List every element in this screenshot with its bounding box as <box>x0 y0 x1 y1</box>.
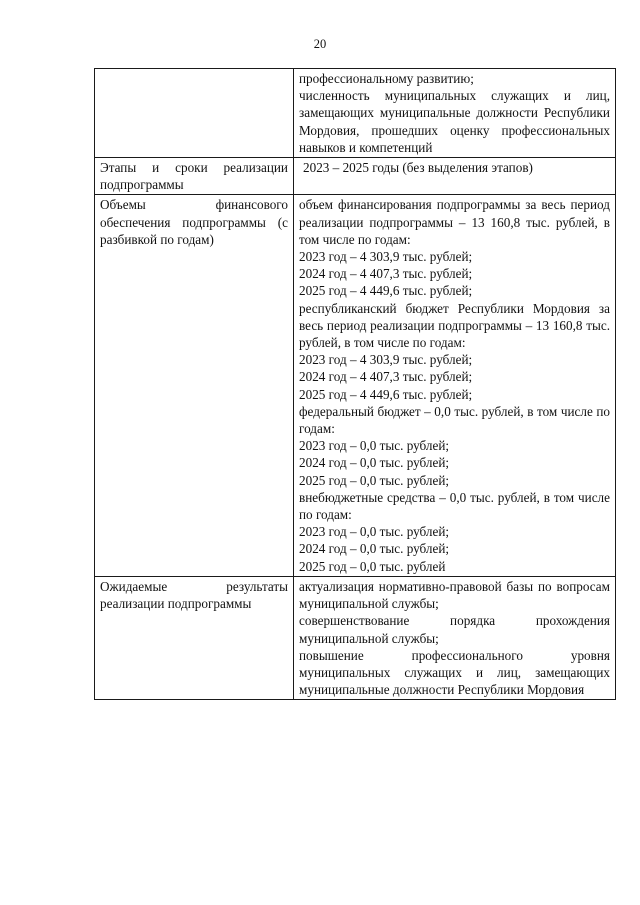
content-paragraph: республиканский бюджет Республики Мордовия за весь период реализации подпрограммы – 13 160,8 тыс. рублей, в том числе по годам: <box>299 300 610 351</box>
content-paragraph: объем финансирования подпрограммы за весь период реализации подпрограммы – 13 160,8 тыс. рублей, в том числе по годам: <box>299 197 610 247</box>
row-label: Ожидаемые результаты реализации подпрограммы <box>100 578 288 612</box>
table-row <box>95 576 616 699</box>
row-label-cell <box>95 69 294 158</box>
content-paragraph: 2024 год – 0,0 тыс. рублей; <box>299 541 450 557</box>
row-label: Объемы финансового обеспечения подпрограммы (с разбивкой по годам) <box>100 197 288 247</box>
content-paragraph: профессиональному развитию; <box>299 71 474 86</box>
table-row <box>95 195 616 576</box>
content-paragraph: 2025 год – 0,0 тыс. рублей; <box>299 472 450 488</box>
subprogram-passport-table <box>94 68 616 700</box>
page-number: 20 <box>313 37 327 51</box>
content-paragraph: внебюджетные средства – 0,0 тыс. рублей, в том числе по годам: <box>299 489 610 523</box>
row-content-cell <box>294 158 616 195</box>
content-paragraph: 2025 год – 0,0 тыс. рублей <box>299 558 446 574</box>
content-paragraph: актуализация нормативно-правовой базы по вопросам муниципальной службы; <box>299 578 610 612</box>
content-paragraph: 2023 год – 4 303,9 тыс. рублей; <box>299 352 473 368</box>
content-paragraph: 2024 год – 0,0 тыс. рублей; <box>299 455 450 471</box>
content-paragraph: 2023 год – 4 303,9 тыс. рублей; <box>299 249 473 265</box>
row-label-cell <box>95 158 294 195</box>
content-paragraph: 2024 год – 4 407,3 тыс. рублей; <box>299 266 473 282</box>
content-paragraph: федеральный бюджет – 0,0 тыс. рублей, в том числе по годам: <box>299 403 610 437</box>
row-label-cell <box>95 195 294 576</box>
content-paragraph: 2023 год – 0,0 тыс. рублей; <box>299 524 450 540</box>
row-content-cell <box>294 195 616 576</box>
row-label-cell <box>95 576 294 699</box>
content-paragraph: 2025 год – 4 449,6 тыс. рублей; <box>299 386 473 402</box>
table-row <box>95 69 616 158</box>
content-paragraph: 2025 год – 4 449,6 тыс. рублей; <box>299 283 473 299</box>
content-paragraph: 2023 – 2025 годы (без выделения этапов) <box>303 160 533 176</box>
content-paragraph: 2023 год – 0,0 тыс. рублей; <box>299 438 450 454</box>
row-content-cell <box>294 69 616 158</box>
table-row <box>95 158 616 195</box>
content-paragraph: численность муниципальных служащих и лиц, замещающих муниципальные должности Республики Мордовия, прошедших оценку профессиональных навыков и компетенций <box>299 88 610 155</box>
content-paragraph: 2024 год – 4 407,3 тыс. рублей; <box>299 369 473 385</box>
row-label: Этапы и сроки реализации подпрограммы <box>100 160 288 193</box>
content-paragraph: совершенствование порядка прохождения муниципальной службы; <box>299 613 610 646</box>
content-paragraph: повышение профессионального уровня муниципальных служащих и лиц, замещающих муниципальные должности Республики Мордовия <box>299 647 610 698</box>
row-content-cell <box>294 576 616 699</box>
